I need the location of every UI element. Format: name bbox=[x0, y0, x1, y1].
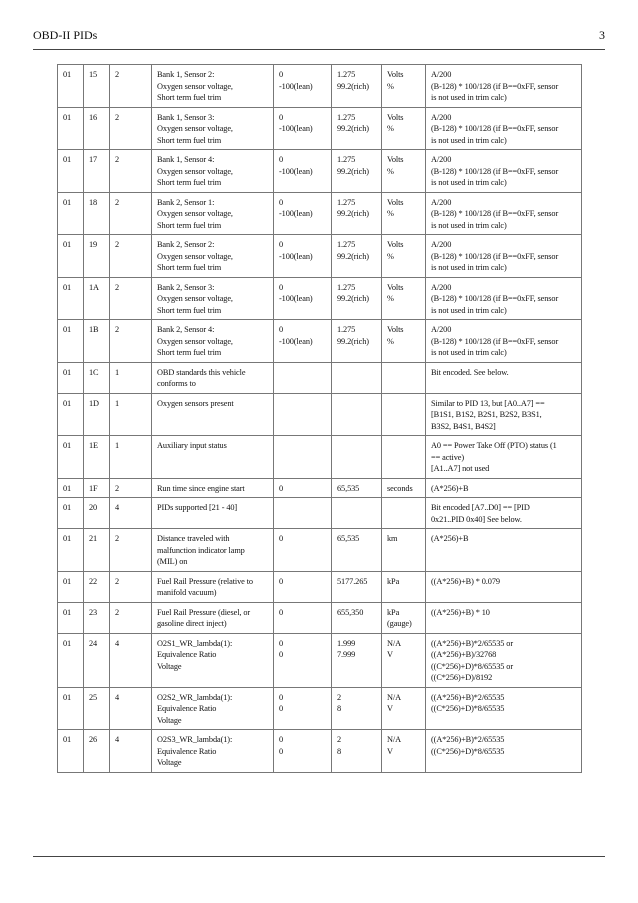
cell-min-value: 0 -100(lean) bbox=[274, 192, 332, 235]
table-row bbox=[58, 393, 582, 436]
table-row bbox=[58, 498, 582, 529]
cell-pid: 20 bbox=[84, 498, 110, 529]
table-row bbox=[58, 235, 582, 278]
table-row bbox=[58, 571, 582, 602]
cell-units bbox=[382, 498, 426, 529]
cell-units: kPa (gauge) bbox=[382, 602, 426, 633]
cell-max-value bbox=[332, 393, 382, 436]
cell-min-value bbox=[274, 393, 332, 436]
cell-max-value: 1.999 7.999 bbox=[332, 633, 382, 687]
cell-min-value: 0 -100(lean) bbox=[274, 107, 332, 150]
cell-mode: 01 bbox=[58, 687, 84, 730]
cell-description: Auxiliary input status bbox=[152, 436, 274, 479]
cell-units: N/A V bbox=[382, 730, 426, 773]
cell-bytes: 1 bbox=[110, 362, 152, 393]
cell-formula: (A*256)+B bbox=[426, 529, 582, 572]
cell-bytes: 2 bbox=[110, 277, 152, 320]
cell-bytes: 4 bbox=[110, 687, 152, 730]
cell-min-value: 0 bbox=[274, 478, 332, 498]
cell-description: Bank 2, Sensor 2: Oxygen sensor voltage, Short term fuel trim bbox=[152, 235, 274, 278]
cell-units: seconds bbox=[382, 478, 426, 498]
cell-description: Bank 2, Sensor 1: Oxygen sensor voltage, Short term fuel trim bbox=[152, 192, 274, 235]
cell-units bbox=[382, 436, 426, 479]
cell-formula: A/200 (B-128) * 100/128 (if B==0xFF, sensor is not used in trim calc) bbox=[426, 277, 582, 320]
cell-max-value bbox=[332, 436, 382, 479]
table-row bbox=[58, 150, 582, 193]
cell-formula: A0 == Power Take Off (PTO) status (1 == active) [A1..A7] not used bbox=[426, 436, 582, 479]
cell-mode: 01 bbox=[58, 107, 84, 150]
cell-max-value: 1.275 99.2(rich) bbox=[332, 235, 382, 278]
cell-formula: ((A*256)+B)*2/65535 or ((A*256)+B)/32768 ((C*256)+D)*8/65535 or ((C*256)+D)/8192 bbox=[426, 633, 582, 687]
cell-mode: 01 bbox=[58, 571, 84, 602]
cell-pid: 1D bbox=[84, 393, 110, 436]
cell-pid: 23 bbox=[84, 602, 110, 633]
cell-min-value: 0 bbox=[274, 529, 332, 572]
cell-formula: A/200 (B-128) * 100/128 (if B==0xFF, sensor is not used in trim calc) bbox=[426, 107, 582, 150]
cell-description: Distance traveled with malfunction indicator lamp (MIL) on bbox=[152, 529, 274, 572]
cell-min-value: 0 -100(lean) bbox=[274, 65, 332, 108]
cell-formula: A/200 (B-128) * 100/128 (if B==0xFF, sensor is not used in trim calc) bbox=[426, 192, 582, 235]
cell-min-value bbox=[274, 498, 332, 529]
table-row bbox=[58, 65, 582, 108]
cell-max-value: 1.275 99.2(rich) bbox=[332, 320, 382, 363]
footer-rule bbox=[33, 856, 605, 857]
cell-pid: 18 bbox=[84, 192, 110, 235]
cell-max-value: 1.275 99.2(rich) bbox=[332, 107, 382, 150]
cell-description: Fuel Rail Pressure (relative to manifold vacuum) bbox=[152, 571, 274, 602]
cell-description: Bank 2, Sensor 3: Oxygen sensor voltage, Short term fuel trim bbox=[152, 277, 274, 320]
cell-description: O2S3_WR_lambda(1): Equivalence Ratio Voltage bbox=[152, 730, 274, 773]
table-row bbox=[58, 436, 582, 479]
cell-units: km bbox=[382, 529, 426, 572]
cell-max-value: 1.275 99.2(rich) bbox=[332, 192, 382, 235]
page-number: 3 bbox=[599, 28, 605, 42]
table-row bbox=[58, 192, 582, 235]
cell-description: Bank 1, Sensor 2: Oxygen sensor voltage, Short term fuel trim bbox=[152, 65, 274, 108]
table-row bbox=[58, 107, 582, 150]
cell-bytes: 2 bbox=[110, 529, 152, 572]
cell-min-value: 0 -100(lean) bbox=[274, 320, 332, 363]
cell-bytes: 4 bbox=[110, 633, 152, 687]
cell-description: Bank 1, Sensor 4: Oxygen sensor voltage, Short term fuel trim bbox=[152, 150, 274, 193]
cell-formula: Bit encoded. See below. bbox=[426, 362, 582, 393]
cell-description: Oxygen sensors present bbox=[152, 393, 274, 436]
cell-formula: ((A*256)+B)*2/65535 ((C*256)+D)*8/65535 bbox=[426, 730, 582, 773]
cell-mode: 01 bbox=[58, 436, 84, 479]
cell-pid: 16 bbox=[84, 107, 110, 150]
cell-formula: A/200 (B-128) * 100/128 (if B==0xFF, sensor is not used in trim calc) bbox=[426, 65, 582, 108]
cell-max-value bbox=[332, 498, 382, 529]
cell-mode: 01 bbox=[58, 498, 84, 529]
table-row bbox=[58, 529, 582, 572]
cell-pid: 19 bbox=[84, 235, 110, 278]
cell-formula: ((A*256)+B) * 0.079 bbox=[426, 571, 582, 602]
cell-formula: A/200 (B-128) * 100/128 (if B==0xFF, sensor is not used in trim calc) bbox=[426, 150, 582, 193]
cell-description: Bank 2, Sensor 4: Oxygen sensor voltage, Short term fuel trim bbox=[152, 320, 274, 363]
cell-max-value bbox=[332, 362, 382, 393]
table-row bbox=[58, 362, 582, 393]
cell-pid: 1F bbox=[84, 478, 110, 498]
cell-description: OBD standards this vehicle conforms to bbox=[152, 362, 274, 393]
cell-min-value: 0 0 bbox=[274, 633, 332, 687]
cell-max-value: 655,350 bbox=[332, 602, 382, 633]
cell-max-value: 1.275 99.2(rich) bbox=[332, 65, 382, 108]
cell-min-value: 0 bbox=[274, 602, 332, 633]
cell-min-value bbox=[274, 436, 332, 479]
cell-max-value: 1.275 99.2(rich) bbox=[332, 150, 382, 193]
cell-bytes: 4 bbox=[110, 730, 152, 773]
table-row bbox=[58, 478, 582, 498]
cell-mode: 01 bbox=[58, 362, 84, 393]
cell-formula: ((A*256)+B) * 10 bbox=[426, 602, 582, 633]
cell-mode: 01 bbox=[58, 478, 84, 498]
table-row bbox=[58, 277, 582, 320]
cell-pid: 25 bbox=[84, 687, 110, 730]
cell-units bbox=[382, 393, 426, 436]
cell-formula: Similar to PID 13, but [A0..A7] == [B1S1, B1S2, B2S1, B2S2, B3S1, B3S2, B4S1, B4S2] bbox=[426, 393, 582, 436]
cell-pid: 1B bbox=[84, 320, 110, 363]
cell-mode: 01 bbox=[58, 235, 84, 278]
cell-description: O2S2_WR_lambda(1): Equivalence Ratio Voltage bbox=[152, 687, 274, 730]
pid-table-body bbox=[58, 65, 582, 773]
cell-bytes: 4 bbox=[110, 498, 152, 529]
cell-min-value bbox=[274, 362, 332, 393]
cell-bytes: 2 bbox=[110, 107, 152, 150]
page-title: OBD-II PIDs bbox=[33, 28, 98, 42]
cell-units: N/A V bbox=[382, 633, 426, 687]
cell-pid: 26 bbox=[84, 730, 110, 773]
cell-pid: 1E bbox=[84, 436, 110, 479]
cell-min-value: 0 bbox=[274, 571, 332, 602]
cell-bytes: 1 bbox=[110, 393, 152, 436]
cell-description: Bank 1, Sensor 3: Oxygen sensor voltage, Short term fuel trim bbox=[152, 107, 274, 150]
cell-mode: 01 bbox=[58, 529, 84, 572]
cell-max-value: 65,535 bbox=[332, 529, 382, 572]
cell-units: Volts % bbox=[382, 320, 426, 363]
cell-bytes: 2 bbox=[110, 571, 152, 602]
cell-min-value: 0 -100(lean) bbox=[274, 235, 332, 278]
cell-bytes: 2 bbox=[110, 150, 152, 193]
cell-mode: 01 bbox=[58, 320, 84, 363]
cell-pid: 1C bbox=[84, 362, 110, 393]
cell-pid: 22 bbox=[84, 571, 110, 602]
cell-bytes: 2 bbox=[110, 478, 152, 498]
cell-formula: A/200 (B-128) * 100/128 (if B==0xFF, sensor is not used in trim calc) bbox=[426, 320, 582, 363]
cell-bytes: 1 bbox=[110, 436, 152, 479]
cell-units: Volts % bbox=[382, 65, 426, 108]
table-row bbox=[58, 633, 582, 687]
table-row bbox=[58, 730, 582, 773]
cell-pid: 15 bbox=[84, 65, 110, 108]
cell-units: N/A V bbox=[382, 687, 426, 730]
cell-pid: 1A bbox=[84, 277, 110, 320]
cell-description: Run time since engine start bbox=[152, 478, 274, 498]
table-row bbox=[58, 687, 582, 730]
cell-units: Volts % bbox=[382, 277, 426, 320]
header-rule bbox=[33, 49, 605, 50]
table-row bbox=[58, 320, 582, 363]
cell-min-value: 0 0 bbox=[274, 687, 332, 730]
cell-mode: 01 bbox=[58, 602, 84, 633]
cell-units: Volts % bbox=[382, 150, 426, 193]
cell-min-value: 0 -100(lean) bbox=[274, 150, 332, 193]
page-header bbox=[33, 28, 605, 46]
cell-description: O2S1_WR_lambda(1): Equivalence Ratio Voltage bbox=[152, 633, 274, 687]
cell-units: kPa bbox=[382, 571, 426, 602]
cell-mode: 01 bbox=[58, 393, 84, 436]
pid-table bbox=[57, 64, 582, 773]
cell-mode: 01 bbox=[58, 730, 84, 773]
cell-max-value: 2 8 bbox=[332, 687, 382, 730]
cell-mode: 01 bbox=[58, 633, 84, 687]
cell-formula: (A*256)+B bbox=[426, 478, 582, 498]
table-row bbox=[58, 602, 582, 633]
cell-pid: 24 bbox=[84, 633, 110, 687]
cell-max-value: 2 8 bbox=[332, 730, 382, 773]
cell-min-value: 0 0 bbox=[274, 730, 332, 773]
cell-units: Volts % bbox=[382, 235, 426, 278]
cell-units: Volts % bbox=[382, 107, 426, 150]
cell-max-value: 65,535 bbox=[332, 478, 382, 498]
cell-formula: Bit encoded [A7..D0] == [PID 0x21..PID 0x40] See below. bbox=[426, 498, 582, 529]
cell-bytes: 2 bbox=[110, 602, 152, 633]
cell-pid: 21 bbox=[84, 529, 110, 572]
cell-max-value: 1.275 99.2(rich) bbox=[332, 277, 382, 320]
cell-units bbox=[382, 362, 426, 393]
cell-formula: ((A*256)+B)*2/65535 ((C*256)+D)*8/65535 bbox=[426, 687, 582, 730]
cell-mode: 01 bbox=[58, 65, 84, 108]
cell-units: Volts % bbox=[382, 192, 426, 235]
cell-bytes: 2 bbox=[110, 192, 152, 235]
cell-description: PIDs supported [21 - 40] bbox=[152, 498, 274, 529]
cell-bytes: 2 bbox=[110, 65, 152, 108]
cell-max-value: 5177.265 bbox=[332, 571, 382, 602]
cell-description: Fuel Rail Pressure (diesel, or gasoline direct inject) bbox=[152, 602, 274, 633]
cell-bytes: 2 bbox=[110, 235, 152, 278]
cell-mode: 01 bbox=[58, 277, 84, 320]
cell-pid: 17 bbox=[84, 150, 110, 193]
cell-formula: A/200 (B-128) * 100/128 (if B==0xFF, sensor is not used in trim calc) bbox=[426, 235, 582, 278]
cell-mode: 01 bbox=[58, 192, 84, 235]
cell-min-value: 0 -100(lean) bbox=[274, 277, 332, 320]
cell-mode: 01 bbox=[58, 150, 84, 193]
cell-bytes: 2 bbox=[110, 320, 152, 363]
